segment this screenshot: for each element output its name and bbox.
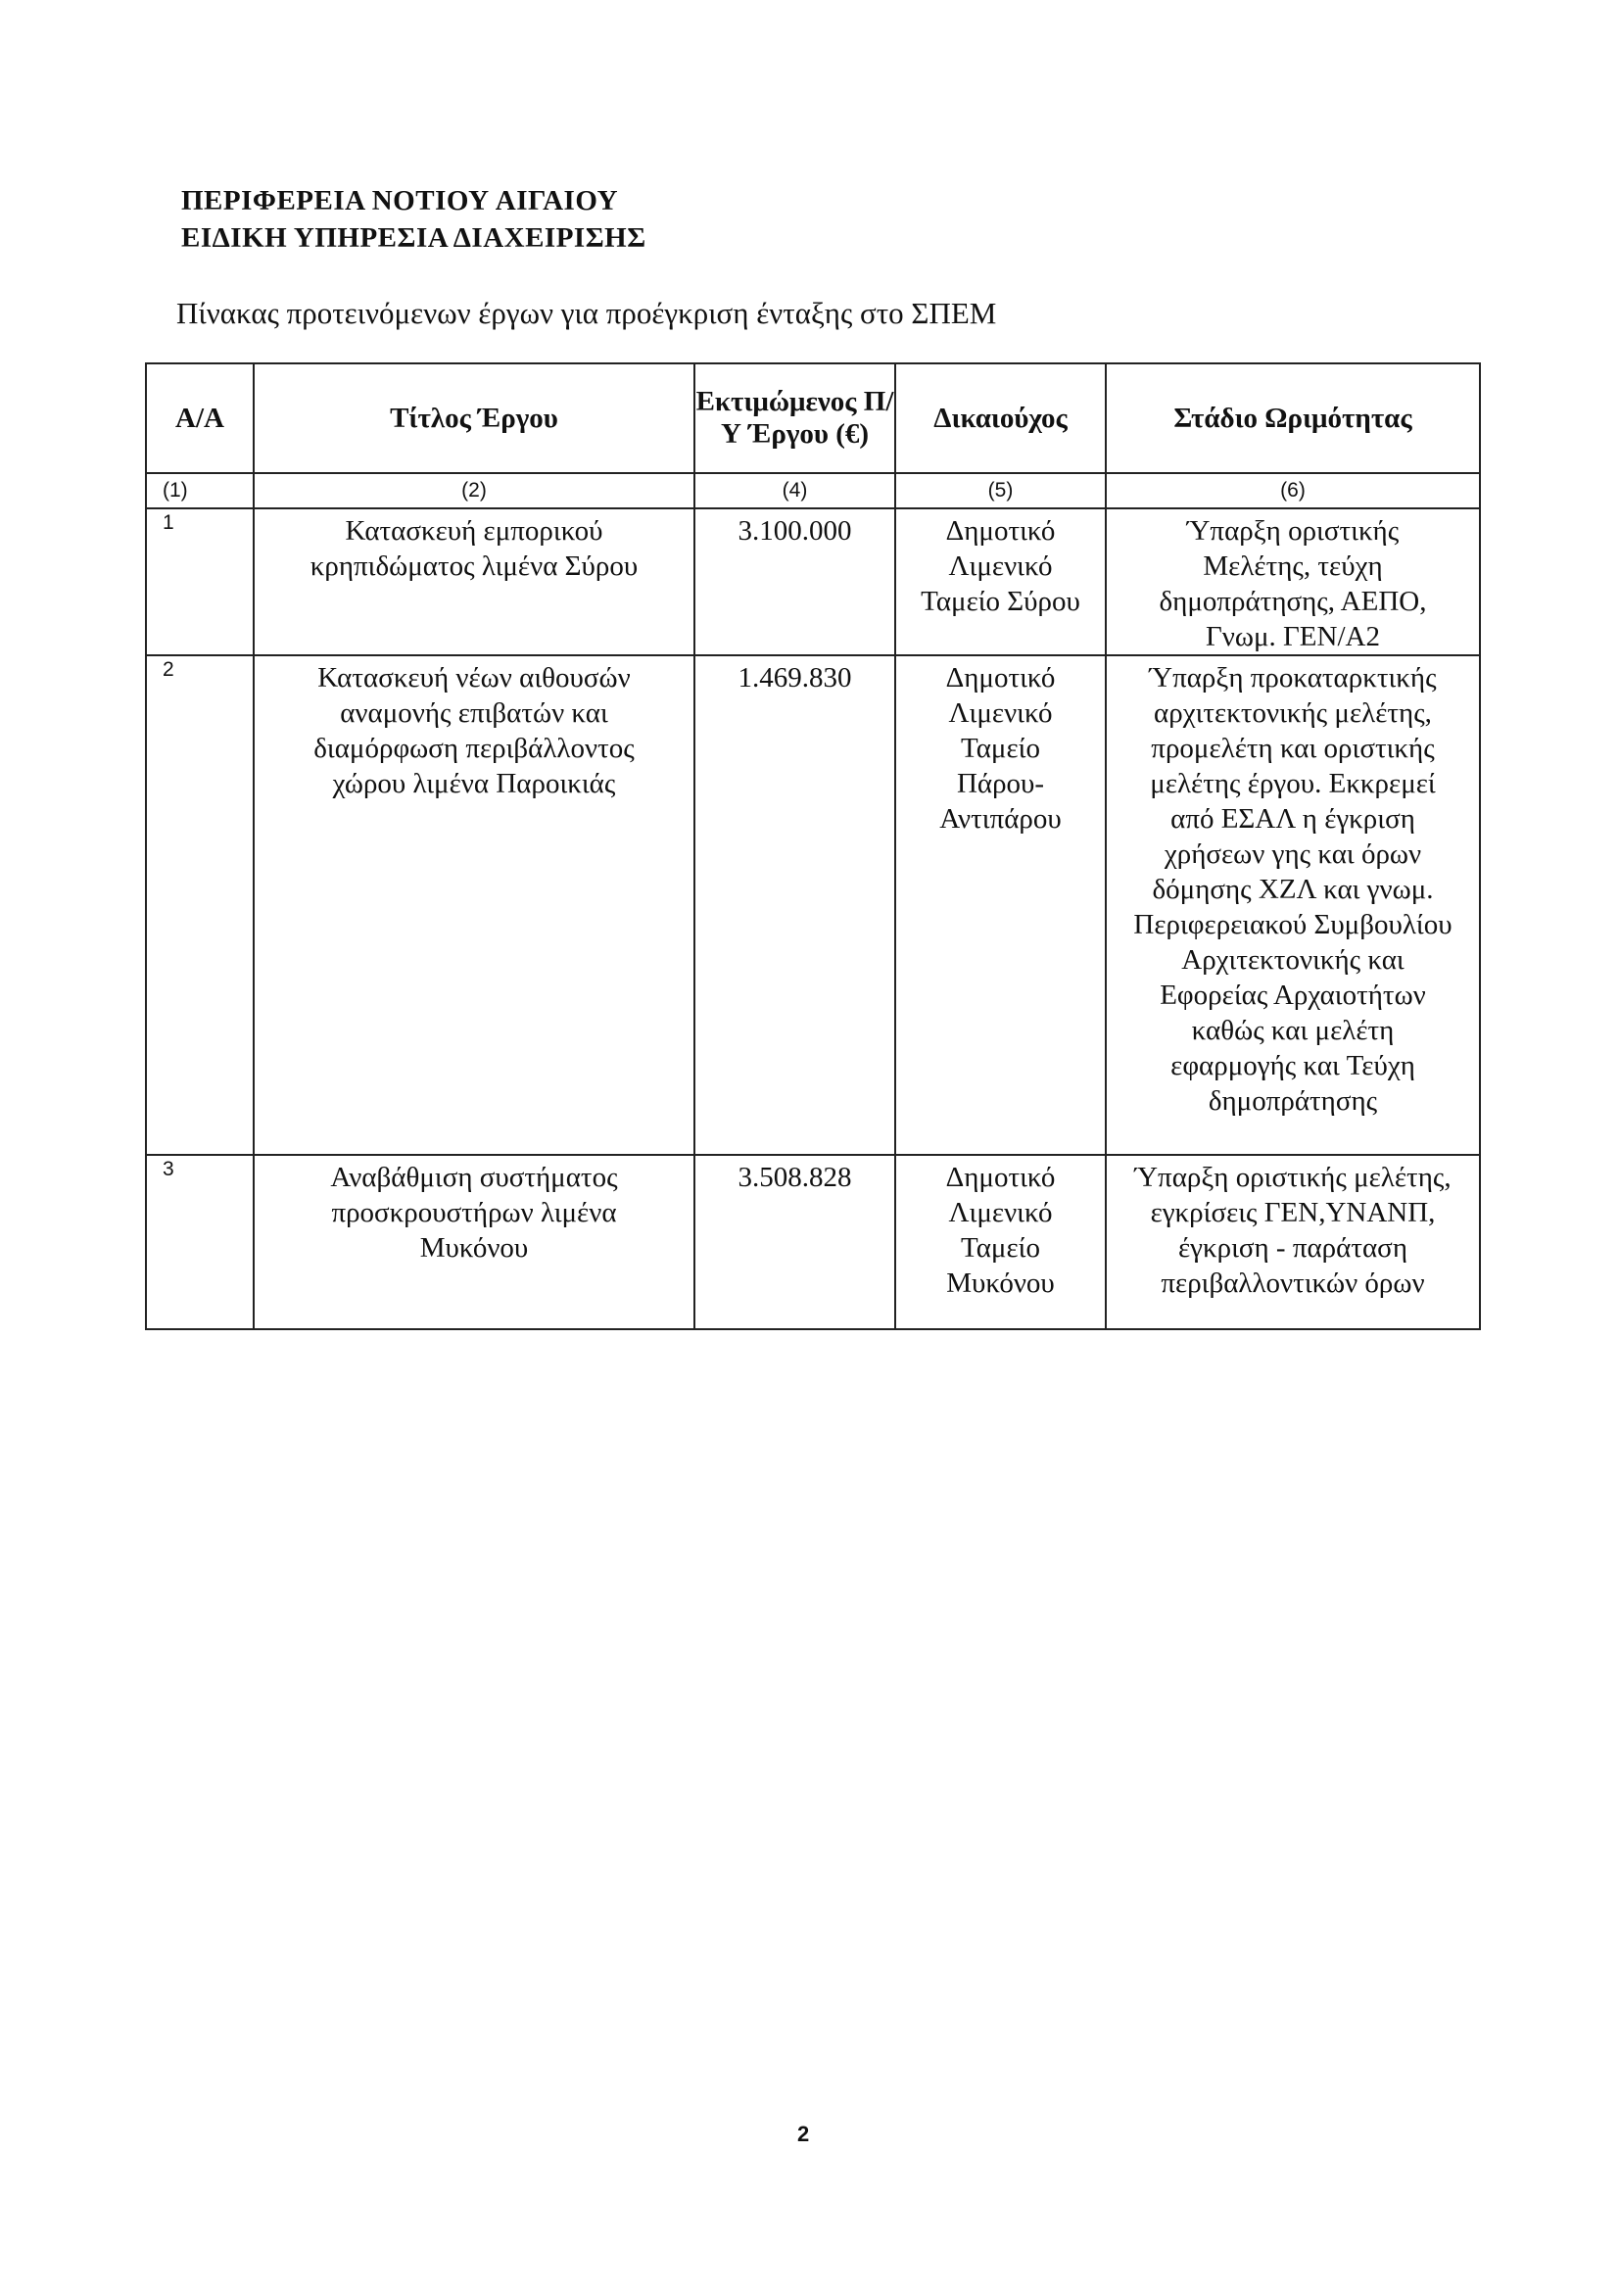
table-row [146,508,1480,655]
project-stage [1106,508,1480,655]
project-owner-text: Δημοτικό Λιμενικό Ταμείο Μυκόνου [945,1162,1056,1299]
project-title [254,655,694,1155]
project-stage-text: Ύπαρξη οριστικής Μελέτης, τεύχη δημοπράτησης, ΑΕΠΟ, Γνωμ. ΓΕΝ/Α2 [1159,515,1427,652]
column-number: (6) [1106,473,1480,508]
project-stage-text: Ύπαρξη προκαταρκτικής αρχιτεκτονικής μελέτης, προμελέτη και οριστικής μελέτης έργου. Εκκρεμεί από ΕΣΑΛ η έγκριση χρήσεων γης και όρων δόμησης ΧΖΛ και γνωμ. Περιφερειακού Συμβουλίου Αρχιτεκτονικής και Εφορείας Αρχαιοτήτων καθώς και μελέτη εφαρμογής και Τεύχη δημοπράτησης [1133,662,1452,1117]
header-title: Τίτλος Έργου [254,363,694,473]
column-number-row [146,473,1480,508]
project-stage [1106,655,1480,1155]
header-budget-label: Εκτιμώμενος Π/Υ Έργου (€) [695,386,894,450]
project-stage [1106,1155,1480,1329]
project-owner-text: Δημοτικό Λιμενικό Ταμείο Σύρου [921,515,1080,617]
project-owner-text: Δημοτικό Λιμενικό Ταμείο Πάρου-Αντιπάρου [939,662,1062,835]
project-budget: 3.100.000 [694,508,895,655]
org-name-line-1: ΠΕΡΙΦΕΡΕΙΑ ΝΟΤΙΟΥ ΑΙΓΑΙΟΥ [181,185,619,216]
table-row [146,655,1480,1155]
project-owner [895,655,1106,1155]
org-name-line-2: ΕΙΔΙΚΗ ΥΠΗΡΕΣΙΑ ΔΙΑΧΕΙΡΙΣΗΣ [181,222,646,254]
column-number: (4) [694,473,895,508]
project-stage-text: Ύπαρξη οριστικής μελέτης, εγκρίσεις ΓΕΝ,ΥΝΑΝΠ, έγκριση - παράταση περιβαλλοντικών όρων [1134,1162,1452,1299]
row-number: 3 [146,1155,254,1329]
table-row [146,1155,1480,1329]
table-header-row [146,363,1480,473]
column-number: (2) [254,473,694,508]
page-number: 2 [797,2122,810,2146]
header-aa: Α/Α [146,363,254,473]
row-number: 1 [146,508,254,655]
project-title-text: Κατασκευή εμπορικού κρηπιδώματος λιμένα Σύρου [310,515,639,582]
projects-table [145,362,1481,1330]
header-stage: Στάδιο Ωριμότητας [1106,363,1480,473]
project-budget: 3.508.828 [694,1155,895,1329]
project-owner [895,508,1106,655]
row-number: 2 [146,655,254,1155]
project-title [254,1155,694,1329]
project-owner [895,1155,1106,1329]
header-budget [694,363,895,473]
header-owner: Δικαιούχος [895,363,1106,473]
column-number: (1) [146,473,254,508]
document-header [181,182,646,257]
project-title [254,508,694,655]
project-title-text: Αναβάθμιση συστήματος προσκρουστήρων λιμένα Μυκόνου [330,1162,618,1264]
column-number: (5) [895,473,1106,508]
project-title-text: Κατασκευή νέων αιθουσών αναμονής επιβατών και διαμόρφωση περιβάλλοντος χώρου λιμένα Παροικιάς [313,662,635,799]
table-caption: Πίνακας προτεινόμενων έργων για προέγκριση ένταξης στο ΣΠΕΜ [176,296,997,330]
project-budget: 1.469.830 [694,655,895,1155]
